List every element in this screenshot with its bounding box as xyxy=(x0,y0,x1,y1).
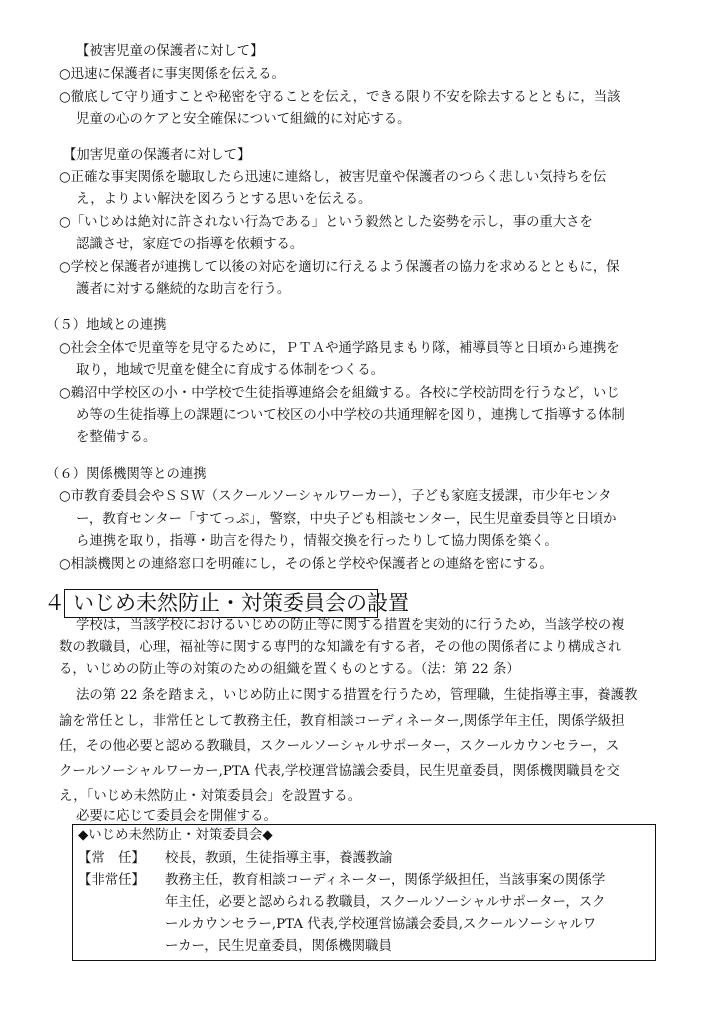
perpetrator-parents-item-2: ○「いじめは絶対に許されない行為である」という毅然とした姿勢を示し，事の重大さを xyxy=(59,215,593,230)
nonregular-members-line1: 教務主任，教育相談コーディネーター，関係学級担任，当該事案の関係学 xyxy=(165,873,606,888)
section6-item-1: ○市教育委員会やＳＳＷ（スクールソーシャルワーカー），子ども家庭支援課，市少年センタ xyxy=(59,489,612,504)
committee-box xyxy=(72,824,656,961)
section6-item-2: ○相談機関との連絡窓口を明確にし，その係と学校や保護者との連絡を密にする。 xyxy=(59,557,553,572)
section6-item-1-cont2: ら連携を取り，指導・助言を得たり，情報交換を行ったりして協力関係を築く。 xyxy=(76,534,558,549)
victim-parents-item-1: ○迅速に保護者に事実関係を伝える。 xyxy=(59,67,285,82)
perpetrator-parents-item-1-cont: え，よりよい解決を図ろうとする思いを伝える。 xyxy=(76,192,372,207)
section6-heading: （６）関係機関等との連携 xyxy=(46,467,207,482)
regular-label: 【常 任】 xyxy=(78,851,145,866)
nonregular-members-line3: ールカウンセラー,PTA 代表,学校運営協議会委員,スクールソーシャルワ xyxy=(165,917,597,932)
perpetrator-parents-item-2-cont: 認識させ，家庭での指導を依頼する。 xyxy=(76,237,304,252)
section5-heading: （５）地域との連携 xyxy=(46,318,167,333)
section4-para2-line5: え，「いじめ未然防止・対策委員会」を設置する。 xyxy=(59,789,362,804)
victim-parents-heading: 【被害児童の保護者に対して】 xyxy=(76,44,264,59)
victim-parents-item-2-cont: 児童の心のケアと安全確保について組織的に対応する。 xyxy=(76,112,411,127)
section4-para2-line4: クールソーシャルワーカー,PTA 代表,学校運営協議会委員，民生児童委員，関係機関職員を交 xyxy=(59,764,620,779)
section4-para1-line2: 数の教職員，心理，福祉等に関する専門的な知識を有する者，その他の関係者により構成され xyxy=(59,640,622,655)
section5-item-2-cont1: め等の生徒指導上の課題について校区の小中学校の共通理解を図り，連携して指導する体制 xyxy=(76,408,625,423)
committee-title: ◆いじめ未然防止・対策委員会◆ xyxy=(78,828,273,843)
nonregular-members-line4: ーカー，民生児童委員，関係機関職員 xyxy=(165,939,392,954)
section4-number: ４ xyxy=(44,591,65,615)
section4-para3: 必要に応じて委員会を開催する。 xyxy=(76,809,277,824)
section4-title: いじめ未然防止・対策委員会の設置 xyxy=(73,591,409,615)
section4-para2-line3: 任，その他必要と認める教職員，スクールソーシャルサポーター，スクールカウンセラー，ス xyxy=(59,739,620,754)
section5-item-2-cont2: を整備する。 xyxy=(76,430,157,445)
section4-para2-line1: 法の第 22 条を踏まえ，いじめ防止に関する措置を行うため，管理職，生徒指導主事，養護教 xyxy=(76,688,638,703)
perpetrator-parents-item-1: ○正確な事実関係を聴取したら迅速に連絡し，被害児童や保護者のつらく悲しい気持ちを伝 xyxy=(59,170,607,185)
perpetrator-parents-heading: 【加害児童の保護者に対して】 xyxy=(63,148,251,163)
section4-para2-line2: 諭を常任とし，非常任として教務主任，教育相談コーディネーター,関係学年主任，関係学級担 xyxy=(59,714,625,729)
nonregular-label: 【非常任】 xyxy=(78,873,145,888)
section4-title-box xyxy=(64,589,409,618)
nonregular-members-line2: 年主任，必要と認められる教職員，スクールソーシャルサポーター，スク xyxy=(165,895,606,910)
regular-members: 校長，教頭，生徒指導主事，養護教諭 xyxy=(165,851,393,866)
section4-para1-line3: る，いじめの防止等の対策のための組織を置くものとする。（法：第 22 条） xyxy=(59,662,520,677)
perpetrator-parents-item-3-cont: 護者に対する継続的な助言を行う。 xyxy=(76,282,291,297)
victim-parents-item-2: ○徹底して守り通すことや秘密を守ることを伝え，できる限り不安を除去するとともに，当該 xyxy=(59,90,621,105)
perpetrator-parents-item-3: ○学校と保護者が連携して以後の対応を適切に行えるよう保護者の協力を求めるとともに，保 xyxy=(59,260,620,275)
section5-item-2: ○鵜沼中学校区の小・中学校で生徒指導連絡会を組織する。各校に学校訪問を行うなど，いじ xyxy=(59,386,620,401)
section5-item-1-cont: 取り，地域で児童を健全に育成する体制をつくる。 xyxy=(76,363,384,378)
section6-item-1-cont1: ー，教育センター「すてっぷ」，警察，中央子ども相談センター，民生児童委員等と日頃か xyxy=(76,512,617,527)
section5-item-1: ○社会全体で児童等を見守るために，ＰＴＡや通学路見まもり隊，補導員等と日頃から連携を xyxy=(59,341,620,356)
section4-para1-line1: 学校は，当該学校におけるいじめの防止等に関する措置を実効的に行うため，当該学校の複 xyxy=(76,618,625,633)
